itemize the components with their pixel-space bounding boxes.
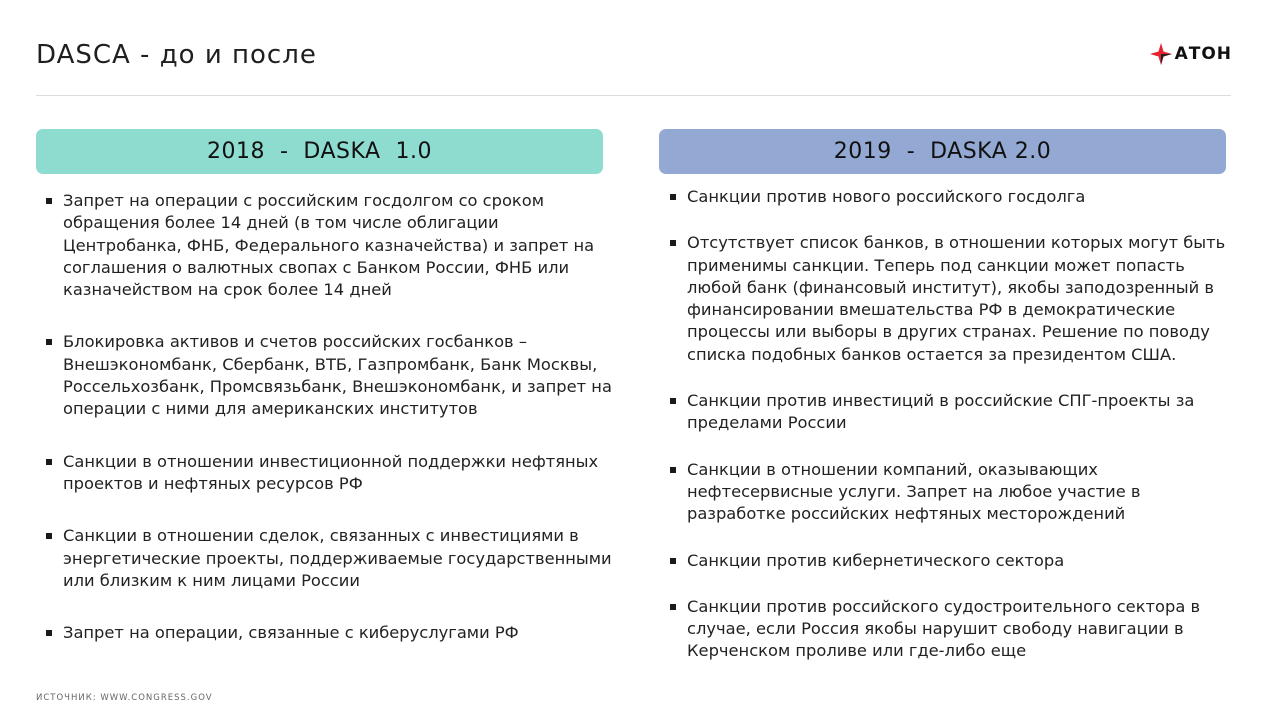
left-list-item: Блокировка активов и счетов российских госбанков – Внешэкономбанк, Сбербанк, ВТБ, Газпромбанк, Банк Москвы, Россельхозбанк, Промсвязьбанк, Внешэкономбанк, и запрет на операции с ними для американских институтов (44, 331, 614, 420)
logo-text: АТОН (1174, 44, 1232, 64)
page-title: DASCA - до и после (36, 40, 317, 70)
right-list-item: Санкции против кибернетического сектора (668, 550, 1228, 572)
left-list-item: Санкции в отношении сделок, связанных с инвестициями в энергетические проекты, поддерживаемые государственными или близким к ним лицами России (44, 525, 614, 592)
aton-logo (1149, 42, 1232, 66)
left-bullet-list (44, 190, 614, 674)
right-list-item: Отсутствует список банков, в отношении которых могут быть применимы санкции. Теперь под санкции может попасть любой банк (финансовый институт), якобы заподозренный в финансировании вмешательства РФ в демократические процессы или выборы в других странах. Решение по поводу списка подобных банков остается за президентом США. (668, 232, 1228, 366)
right-column-heading: 2019 - DASKA 2.0 (659, 129, 1226, 174)
right-list-item: Санкции в отношении компаний, оказывающих нефтесервисные услуги. Запрет на любое участие в разработке российских нефтяных месторождений (668, 459, 1228, 526)
aton-star-icon (1149, 42, 1173, 66)
header-divider (36, 95, 1231, 96)
right-list-item: Санкции против российского судостроительного сектора в случае, если Россия якобы нарушит свободу навигации в Керченском проливе или где-либо еще (668, 596, 1228, 663)
left-column-heading: 2018 - DASKA 1.0 (36, 129, 603, 174)
right-list-item: Санкции против инвестиций в российские СПГ-проекты за пределами России (668, 390, 1228, 435)
left-list-item: Запрет на операции, связанные с киберуслугами РФ (44, 622, 614, 644)
left-list-item: Санкции в отношении инвестиционной поддержки нефтяных проектов и нефтяных ресурсов РФ (44, 451, 614, 496)
right-bullet-list (668, 186, 1228, 687)
source-note: ИСТОЧНИК: WWW.CONGRESS.GOV (36, 693, 213, 703)
left-list-item: Запрет на операции с российским госдолгом со сроком обращения более 14 дней (в том числе облигации Центробанка, ФНБ, Федерального казначейства) и запрет на соглашения о валютных свопах с Банком России, ФНБ или казначейством на срок более 14 дней (44, 190, 614, 301)
right-list-item: Санкции против нового российского госдолга (668, 186, 1228, 208)
